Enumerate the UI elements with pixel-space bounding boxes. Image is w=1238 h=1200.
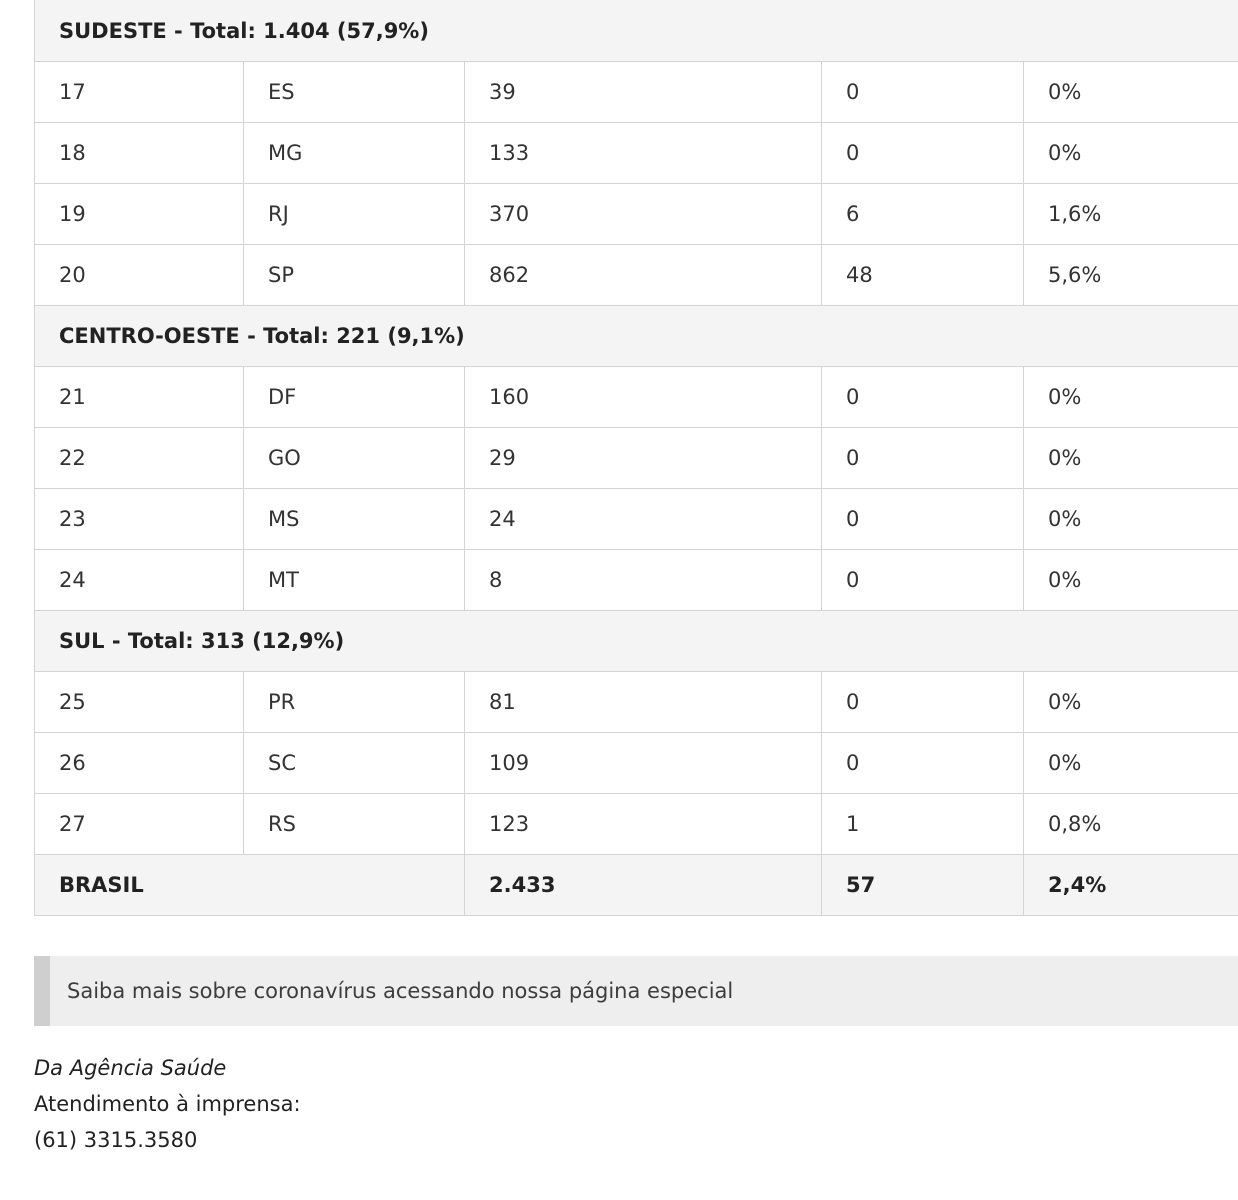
- table-row: [35, 367, 1238, 428]
- table-row: [35, 123, 1238, 184]
- row-rate: 0%: [1024, 550, 1238, 611]
- row-rate: 0%: [1024, 489, 1238, 550]
- row-rate: 5,6%: [1024, 245, 1238, 306]
- total-label: BRASIL: [35, 855, 465, 916]
- region-header: SUDESTE - Total: 1.404 (57,9%): [35, 0, 1238, 62]
- table-row: [35, 245, 1238, 306]
- row-rate: 0%: [1024, 428, 1238, 489]
- row-number: 19: [35, 184, 244, 245]
- row-number: 23: [35, 489, 244, 550]
- row-uf: DF: [244, 367, 465, 428]
- row-uf: MG: [244, 123, 465, 184]
- table-row: [35, 489, 1238, 550]
- row-uf: MS: [244, 489, 465, 550]
- row-uf: SC: [244, 733, 465, 794]
- row-number: 27: [35, 794, 244, 855]
- row-rate: 0%: [1024, 733, 1238, 794]
- source-credit: Da Agência Saúde: [34, 1056, 227, 1080]
- row-deaths: 0: [822, 489, 1024, 550]
- row-number: 20: [35, 245, 244, 306]
- row-deaths: 0: [822, 733, 1024, 794]
- row-cases: 862: [465, 245, 822, 306]
- table-row: [35, 550, 1238, 611]
- table-row: [35, 672, 1238, 733]
- row-uf: MT: [244, 550, 465, 611]
- row-number: 18: [35, 123, 244, 184]
- table-row: [35, 794, 1238, 855]
- row-deaths: 0: [822, 550, 1024, 611]
- row-deaths: 48: [822, 245, 1024, 306]
- row-cases: 160: [465, 367, 822, 428]
- row-uf: PR: [244, 672, 465, 733]
- row-uf: GO: [244, 428, 465, 489]
- row-cases: 109: [465, 733, 822, 794]
- row-deaths: 0: [822, 62, 1024, 123]
- row-uf: SP: [244, 245, 465, 306]
- row-rate: 0%: [1024, 367, 1238, 428]
- table-row: [35, 184, 1238, 245]
- row-uf: RJ: [244, 184, 465, 245]
- row-number: 17: [35, 62, 244, 123]
- row-deaths: 0: [822, 367, 1024, 428]
- total-row: [35, 855, 1238, 916]
- press-label: Atendimento à imprensa:: [34, 1092, 301, 1116]
- region-header: CENTRO-OESTE - Total: 221 (9,1%): [35, 306, 1238, 367]
- region-header: SUL - Total: 313 (12,9%): [35, 611, 1238, 672]
- row-cases: 81: [465, 672, 822, 733]
- special-page-callout[interactable]: [34, 956, 1238, 1026]
- table-row: [35, 733, 1238, 794]
- row-deaths: 0: [822, 428, 1024, 489]
- table-row: [35, 62, 1238, 123]
- row-rate: 1,6%: [1024, 184, 1238, 245]
- row-cases: 29: [465, 428, 822, 489]
- row-uf: ES: [244, 62, 465, 123]
- row-number: 25: [35, 672, 244, 733]
- row-cases: 370: [465, 184, 822, 245]
- row-number: 22: [35, 428, 244, 489]
- region-header-row: [35, 0, 1238, 62]
- row-rate: 0%: [1024, 672, 1238, 733]
- region-header-row: [35, 306, 1238, 367]
- row-number: 24: [35, 550, 244, 611]
- row-cases: 123: [465, 794, 822, 855]
- total-cases: 2.433: [465, 855, 822, 916]
- total-rate: 2,4%: [1024, 855, 1238, 916]
- callout-text[interactable]: Saiba mais sobre coronavírus acessando nossa página especial: [67, 979, 734, 1003]
- row-cases: 24: [465, 489, 822, 550]
- press-phone: (61) 3315.3580: [34, 1128, 198, 1152]
- row-rate: 0%: [1024, 62, 1238, 123]
- table-row: [35, 428, 1238, 489]
- footer-credits: [34, 1050, 301, 1158]
- row-cases: 133: [465, 123, 822, 184]
- cases-table: [34, 0, 1238, 916]
- row-rate: 0,8%: [1024, 794, 1238, 855]
- row-uf: RS: [244, 794, 465, 855]
- row-deaths: 0: [822, 123, 1024, 184]
- row-deaths: 0: [822, 672, 1024, 733]
- total-deaths: 57: [822, 855, 1024, 916]
- row-cases: 39: [465, 62, 822, 123]
- row-number: 21: [35, 367, 244, 428]
- row-deaths: 1: [822, 794, 1024, 855]
- row-cases: 8: [465, 550, 822, 611]
- row-rate: 0%: [1024, 123, 1238, 184]
- row-deaths: 6: [822, 184, 1024, 245]
- region-header-row: [35, 611, 1238, 672]
- row-number: 26: [35, 733, 244, 794]
